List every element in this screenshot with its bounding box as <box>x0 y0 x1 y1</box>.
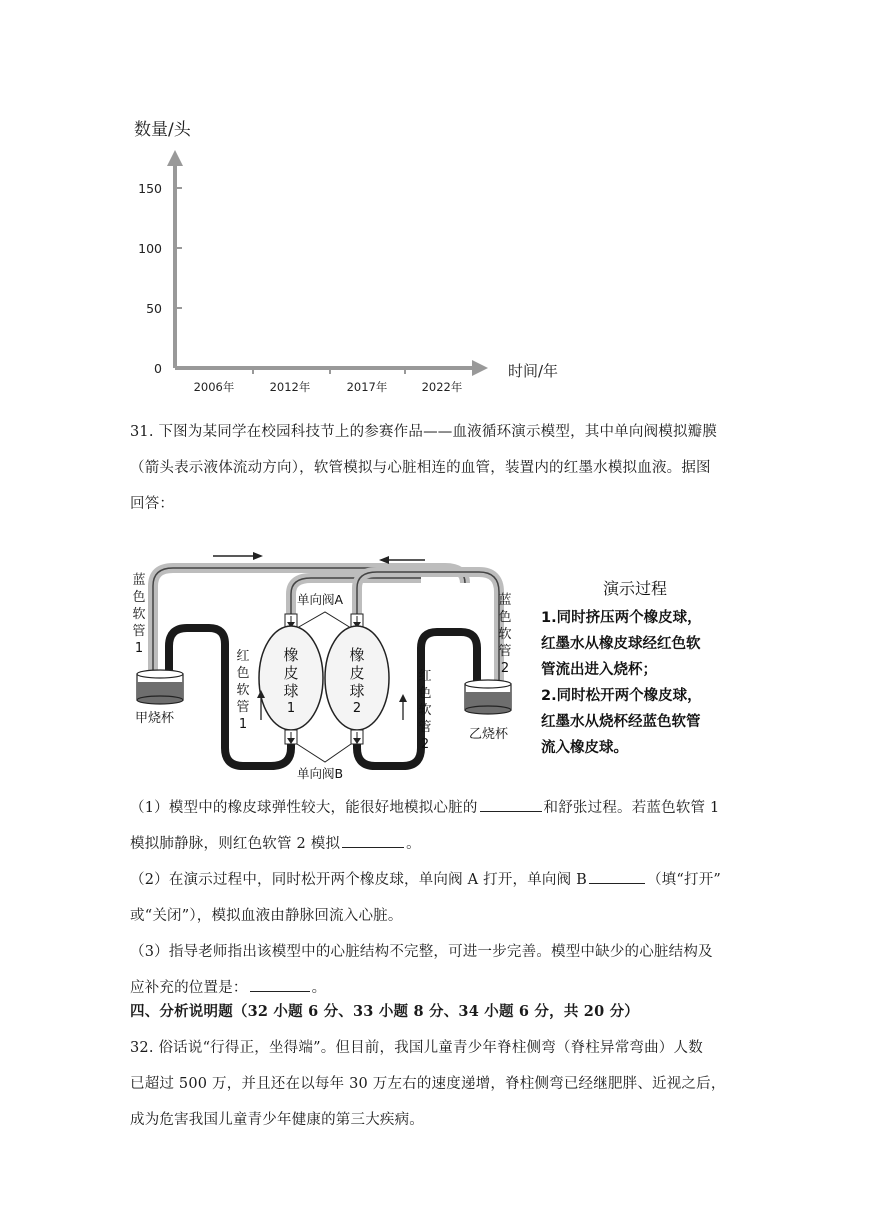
population-chart <box>120 110 590 410</box>
beaker-yi-label: 乙烧杯 <box>469 727 509 742</box>
ball-1-label: 球 <box>283 682 299 700</box>
q31-intro <box>130 414 755 522</box>
section-4-heading: 四、分析说明题（32 小题 6 分、33 小题 8 分、34 小题 6 分，共 20 分） <box>130 1003 640 1020</box>
q32 <box>130 1030 755 1138</box>
q31-sub1-line1 <box>130 790 755 826</box>
blood-circulation-model-diagram <box>125 548 765 788</box>
svg-text:色: 色 <box>132 590 146 605</box>
ball-1-label: 1 <box>286 701 296 716</box>
x-tick-label: 2012年 <box>269 380 311 394</box>
svg-text:管: 管 <box>418 720 432 735</box>
demo-process <box>541 579 702 756</box>
q31-intro-line: （箭头表示液体流动方向），软管模拟与心脏相连的血管，装置内的红墨水模拟血液。据图 <box>130 460 711 476</box>
svg-text:2: 2 <box>500 661 510 676</box>
q32-line: 成为危害我国儿童青少年健康的第三大疾病。 <box>130 1112 424 1128</box>
beaker-jia <box>137 670 183 704</box>
svg-text:蓝: 蓝 <box>132 573 146 588</box>
svg-text:管: 管 <box>132 624 146 639</box>
svg-text:色: 色 <box>236 666 250 681</box>
valve-a-pointer <box>297 612 351 628</box>
answer-blank[interactable] <box>250 977 310 992</box>
text: （1）模型中的橡皮球弹性较大，能很好地模拟心脏的 <box>130 800 478 816</box>
blue-tube-1-label <box>132 572 145 656</box>
svg-text:2: 2 <box>420 737 430 752</box>
y-tick-label: 0 <box>154 361 162 376</box>
valve-a-label: 单向阀A <box>297 592 344 607</box>
svg-text:蓝: 蓝 <box>498 593 512 608</box>
demo-line: 管流出进入烧杯； <box>541 662 657 678</box>
q31-sub2-line1 <box>130 862 755 898</box>
red-tube-1-label <box>236 649 249 732</box>
ball-2-label: 皮 <box>349 664 365 682</box>
text: 应补充的位置是： <box>130 980 248 996</box>
q31-sub2-line2: 或“关闭”），模拟血液由静脉回流入心脏。 <box>130 908 403 924</box>
ball-1-label: 橡 <box>283 646 299 664</box>
ball-2-label: 2 <box>352 701 362 716</box>
x-tick-label: 2022年 <box>421 380 463 394</box>
answer-blank[interactable] <box>589 869 645 884</box>
x-tick-label: 2006年 <box>193 380 235 394</box>
demo-line: 1.同时挤压两个橡皮球， <box>541 610 702 626</box>
y-tick-label: 150 <box>138 181 162 196</box>
red-tube-2-label <box>418 669 431 752</box>
valve-b-pointer <box>297 744 351 762</box>
answer-blank[interactable] <box>342 833 404 848</box>
svg-text:软: 软 <box>418 703 432 718</box>
demo-line: 流入橡皮球。 <box>541 740 628 756</box>
svg-text:软: 软 <box>132 607 146 622</box>
y-axis-label: 数量/头 <box>134 120 191 140</box>
y-axis-arrow <box>167 150 183 166</box>
text: 。 <box>311 980 327 996</box>
text: （2）在演示过程中，同时松开两个橡皮球，单向阀 A 打开，单向阀 B <box>130 872 587 888</box>
ball-2-label: 橡 <box>349 646 365 664</box>
svg-text:红: 红 <box>418 669 432 684</box>
svg-text:色: 色 <box>498 610 512 625</box>
x-axis-arrow <box>472 360 488 376</box>
svg-text:软: 软 <box>498 627 512 642</box>
beaker-jia-label: 甲烧杯 <box>135 711 175 726</box>
x-axis-label: 时间/年 <box>508 362 559 380</box>
valve-b-label: 单向阀B <box>297 766 344 781</box>
q31-intro-line: 31. 下图为某同学在校园科技节上的参赛作品——血液循环演示模型，其中单向阀模拟瓣膜 <box>130 424 718 440</box>
svg-text:管: 管 <box>236 700 250 715</box>
svg-text:色: 色 <box>418 686 432 701</box>
svg-text:红: 红 <box>236 649 250 664</box>
text: （填“打开” <box>646 872 722 888</box>
q31-intro-line: 回答： <box>130 496 175 512</box>
ball-1-label: 皮 <box>283 664 299 682</box>
svg-text:软: 软 <box>236 683 250 698</box>
q31-sub1-line2 <box>130 826 755 862</box>
y-tick-label: 100 <box>138 241 162 256</box>
beaker-yi <box>465 680 511 714</box>
text: 和舒张过程。若蓝色软管 1 <box>543 800 720 816</box>
x-tick-label: 2017年 <box>346 380 388 394</box>
y-tick-label: 50 <box>146 301 162 316</box>
text: 。 <box>406 836 421 852</box>
ball-2-label: 球 <box>349 682 365 700</box>
demo-title: 演示过程 <box>603 579 668 598</box>
q31-sub3-line1: （3）指导老师指出该模型中的心脏结构不完整，可进一步完善。模型中缺少的心脏结构及 <box>130 944 713 960</box>
blue-tube-2-label <box>498 592 511 676</box>
svg-text:1: 1 <box>238 717 248 732</box>
demo-line: 红墨水从烧杯经蓝色软管 <box>541 714 701 730</box>
demo-line: 红墨水从橡皮球经红色软 <box>541 636 701 652</box>
text: 模拟肺静脉，则红色软管 2 模拟 <box>130 836 341 852</box>
q32-line: 已超过 500 万，并且还在以每年 30 万左右的速度递增，脊柱侧弯已经继肥胖、近视之后， <box>130 1076 726 1092</box>
svg-text:管: 管 <box>498 644 512 659</box>
q31-sub-questions <box>130 790 755 1006</box>
q32-line: 32. 俗话说“行得正，坐得端”。但目前，我国儿童青少年脊柱侧弯（脊柱异常弯曲）人数 <box>130 1040 703 1056</box>
answer-blank[interactable] <box>480 797 542 812</box>
svg-text:1: 1 <box>134 641 144 656</box>
demo-line: 2.同时松开两个橡皮球， <box>541 688 702 704</box>
